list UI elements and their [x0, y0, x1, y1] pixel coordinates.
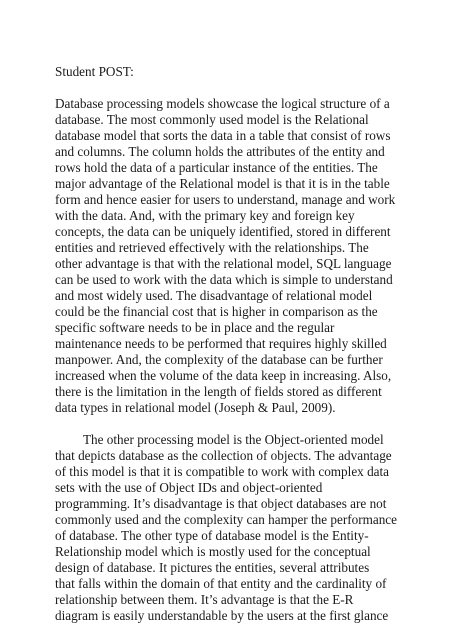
text-line: maintenance needs to be performed that requires highly skilled — [55, 336, 387, 351]
text-line: manpower. And, the complexity of the database can be further — [55, 352, 383, 367]
text-line: design of database. It pictures the entities, several attributes — [55, 560, 370, 575]
text-line: specific software needs to be in place and the regular — [55, 320, 335, 335]
text-line: Database processing models showcase the logical structure of a — [55, 96, 390, 111]
document-heading: Student POST: — [55, 64, 134, 79]
text-line: programming. It’s disadvantage is that object databases are not — [55, 496, 387, 511]
text-line: rows hold the data of a particular instance of the entities. The — [55, 160, 378, 175]
text-line: The other processing model is the Object-oriented model — [83, 432, 384, 447]
text-line: data types in relational model (Joseph & Paul, 2009). — [55, 400, 336, 415]
text-line: form and hence easier for users to understand, manage and work — [55, 192, 396, 207]
text-line: sets with the use of Object IDs and object-oriented — [55, 480, 323, 495]
text-line: of database. The other type of database model is the Entity- — [55, 528, 369, 543]
text-line: other advantage is that with the relational model, SQL language — [55, 256, 392, 271]
text-line: of this model is that it is compatible to work with complex data — [55, 464, 390, 479]
text-line: major advantage of the Relational model is that it is in the table — [55, 176, 390, 191]
text-line: Relationship model which is mostly used for the conceptual — [55, 544, 371, 559]
text-line: relationship between them. It’s advantage is that the E-R — [55, 592, 354, 607]
text-line: there is the limitation in the length of fields stored as different — [55, 384, 382, 399]
text-line: diagram is easily understandable by the users at the first glance — [55, 608, 389, 623]
text-line: can be used to work with the data which is simple to understand — [55, 272, 393, 287]
text-line: increased when the volume of the data keep in increasing. Also, — [55, 368, 392, 383]
text-line: entities and retrieved effectively with the relationships. The — [55, 240, 369, 255]
text-line: that depicts database as the collection of objects. The advantage — [55, 448, 392, 463]
text-line: and columns. The column holds the attributes of the entity and — [55, 144, 385, 159]
text-line: and most widely used. The disadvantage of relational model — [55, 288, 373, 303]
text-line: concepts, the data can be uniquely identified, stored in different — [55, 224, 391, 239]
text-line: could be the financial cost that is higher in comparison as the — [55, 304, 378, 319]
text-line: with the data. And, with the primary key and foreign key — [55, 208, 355, 223]
text-line: that falls within the domain of that entity and the cardinality of — [55, 576, 387, 591]
text-line: database. The most commonly used model is the Relational — [55, 112, 369, 127]
text-line: commonly used and the complexity can hamper the performance — [55, 512, 398, 527]
text-line: database model that sorts the data in a table that consist of rows — [55, 128, 391, 143]
